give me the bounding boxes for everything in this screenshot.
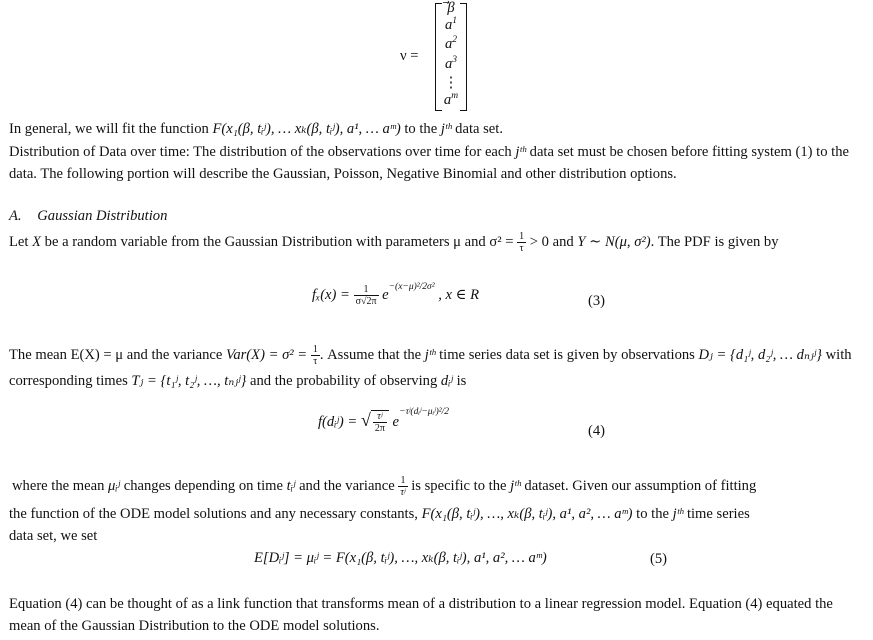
vector-entry-beta: ⃗ β bbox=[440, 0, 462, 17]
section-heading bbox=[9, 208, 167, 225]
paragraph-ode-fit: the function of the ODE model solutions and any necessary constants, F(x₁(β, tᵢʲ), …, xₖ(β, tᵢʲ), a¹, a², … aᵐ) to the jᵗʰ time series data set, we set bbox=[9, 506, 750, 544]
paragraph-fit-function: In general, we will fit the function F(x₁(β, tᵢʲ), … xₖ(β, tᵢʲ), a¹, … aᵐ) to the jᵗʰ data set. bbox=[9, 121, 503, 137]
section-title: Gaussian Distribution bbox=[37, 208, 168, 224]
equation-3-number: (3) bbox=[588, 293, 606, 309]
equation-5-number: (5) bbox=[650, 551, 668, 567]
vector-lhs: ν = bbox=[400, 48, 419, 64]
paragraph-distribution-over-time: Distribution of Data over time: The distribution of the observations over time for each jᵗʰ data set must be chosen before fitting system (1) to the data. The following portion will describe the Gaussian, Poisson, Negative Binomial and other distribution options. bbox=[9, 144, 850, 182]
paragraph-mean-depends-on-time: where the mean μᵢʲ changes depending on time tᵢʲ and the variance $\frac{1}{\text{τʲ}}$ is specific to the jᵗʰ dataset. Given our assumption of fitting bbox=[12, 475, 757, 499]
section-label: A. bbox=[9, 208, 22, 224]
equation-5: E[Dᵢʲ] = μᵢʲ = F(x₁(β, tᵢʲ), …, xₖ(β, tᵢʲ), a¹, a², … aᵐ) bbox=[254, 550, 547, 566]
vector-entries bbox=[440, 0, 462, 111]
vector-entry-a1: $a^1$ bbox=[444, 16, 458, 34]
paragraph-link-function: Equation (4) can be thought of as a link function that transforms mean of a distribution to a linear regression model. Equation (4) equated the mean of the Gaussian Distribution to the ODE model solutions. bbox=[9, 596, 833, 634]
paragraph-gaussian-definition: Let X be a random variable from the Gaussian Distribution with parameters μ and σ² = $\frac{1}{\tau}$ > 0 and Y ∼ N(μ, σ²). The PDF is given by bbox=[9, 231, 779, 255]
vector-entry-am: $a^m$ bbox=[443, 91, 459, 109]
paragraph-mean-variance: The mean E(X) = μ and the variance Var(X) = σ² = $\frac{1}{\tau}$ . Assume that the jᵗʰ time series data set is given by observations Dⱼ = {d₁ʲ, d₂ʲ, … dₙⱼʲ} with corresponding times Tⱼ = {t₁ʲ, t₂ʲ, …, tₙⱼʲ} and the probability of observing dᵢʲ is bbox=[9, 344, 852, 389]
vector-entry-a3: $a^3$ bbox=[444, 54, 458, 72]
vector-equation bbox=[400, 0, 480, 112]
equation-3: fₓ(x) = $\frac{1}{\sigma√2\pi}$ $e^{-(x-\mu)^2/2\sigma^2}$ , x ∈ R bbox=[312, 281, 479, 307]
equation-4-number: (4) bbox=[588, 423, 606, 439]
equation-4: f(dᵢʲ) = √ $\frac{\text{τʲ}}{2\pi}$ $e^{-\tau ʲ(dᵢʲ-\mu ᵢʲ)^2/2}$ bbox=[318, 407, 450, 435]
inverse-tau-fraction: $\frac{1}{\tau}$ bbox=[519, 231, 525, 255]
vector-entry-a2: $a^2$ bbox=[444, 35, 458, 53]
vector-entry-ellipsis: ⋮ bbox=[443, 74, 459, 91]
fit-function-expression: F(x₁(β, tᵢʲ), … xₖ(β, tᵢʲ), a¹, … aᵐ) bbox=[212, 121, 401, 137]
